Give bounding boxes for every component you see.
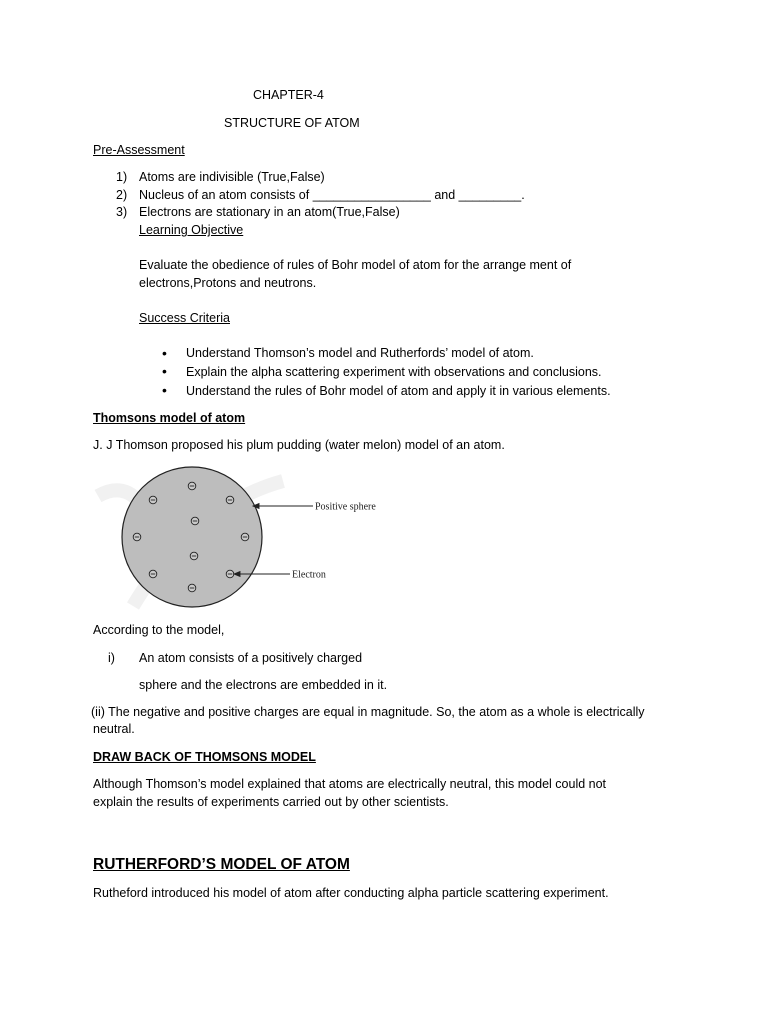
list-number: 3)	[116, 205, 128, 219]
list-item-text: Nucleus of an atom consists of _________________ and _________.	[139, 188, 525, 202]
electron-icon	[188, 584, 196, 592]
list-item-text: Atoms are indivisible (True,False)	[139, 170, 325, 184]
list-item-text: Electrons are stationary in an atom(True,False)	[139, 205, 400, 219]
bullet-icon: •	[162, 382, 167, 398]
list-number: 1)	[116, 170, 128, 184]
point-i-line1: An atom consists of a positively charged	[139, 651, 363, 665]
electron-icon	[241, 533, 249, 541]
point-ii-line1: (ii) The negative and positive charges are equal in magnitude. So, the atom as a whole is electrically	[91, 705, 645, 719]
point-ii-line2: neutral.	[93, 722, 135, 736]
drawback-text-line1: Although Thomson’s model explained that atoms are electrically neutral, this model could not	[93, 777, 607, 791]
electron-icon	[149, 570, 157, 578]
electron-label: Electron	[292, 569, 326, 581]
list-item-text: Understand Thomson’s model and Rutherfords’ model of atom.	[186, 346, 534, 360]
learning-objective-text-line1: Evaluate the obedience of rules of Bohr model of atom for the arrange ment of	[139, 258, 572, 272]
positive-sphere-label: Positive sphere	[315, 501, 376, 513]
electron-icon	[226, 496, 234, 504]
list-number: 2)	[116, 188, 128, 202]
thomson-heading: Thomsons model of atom	[93, 411, 246, 425]
list-item-text: Understand the rules of Bohr model of atom and apply it in various elements.	[186, 384, 611, 398]
list-number: i)	[108, 651, 115, 665]
learning-objective-heading: Learning Objective	[139, 223, 244, 237]
bullet-icon: •	[162, 345, 167, 361]
electron-icon	[133, 533, 141, 541]
point-i-line2: sphere and the electrons are embedded in it.	[139, 678, 388, 692]
learning-objective-text-line2: electrons,Protons and neutrons.	[139, 276, 317, 290]
drawback-heading: DRAW BACK OF THOMSONS MODEL	[93, 750, 316, 764]
chapter-label: CHAPTER-4	[253, 88, 324, 102]
electron-icon	[191, 517, 199, 525]
thomson-model-figure	[93, 466, 403, 616]
bullet-icon: •	[162, 363, 167, 379]
success-criteria-heading: Success Criteria	[139, 311, 230, 325]
rutherford-intro: Rutheford introduced his model of atom after conducting alpha particle scattering experiment.	[93, 886, 609, 900]
electron-icon	[226, 570, 234, 578]
electron-icon	[190, 552, 198, 560]
drawback-text-line2: explain the results of experiments carried out by other scientists.	[93, 795, 449, 809]
electron-icon	[188, 482, 196, 490]
according-text: According to the model,	[93, 623, 225, 637]
thomson-intro: J. J Thomson proposed his plum pudding (water melon) model of an atom.	[93, 438, 505, 452]
list-item-text: Explain the alpha scattering experiment with observations and conclusions.	[186, 365, 602, 379]
page-title: STRUCTURE OF ATOM	[224, 116, 360, 130]
rutherford-heading: RUTHERFORD’S MODEL OF ATOM	[93, 856, 350, 873]
pre-assessment-heading: Pre-Assessment	[93, 143, 185, 157]
electron-icon	[149, 496, 157, 504]
